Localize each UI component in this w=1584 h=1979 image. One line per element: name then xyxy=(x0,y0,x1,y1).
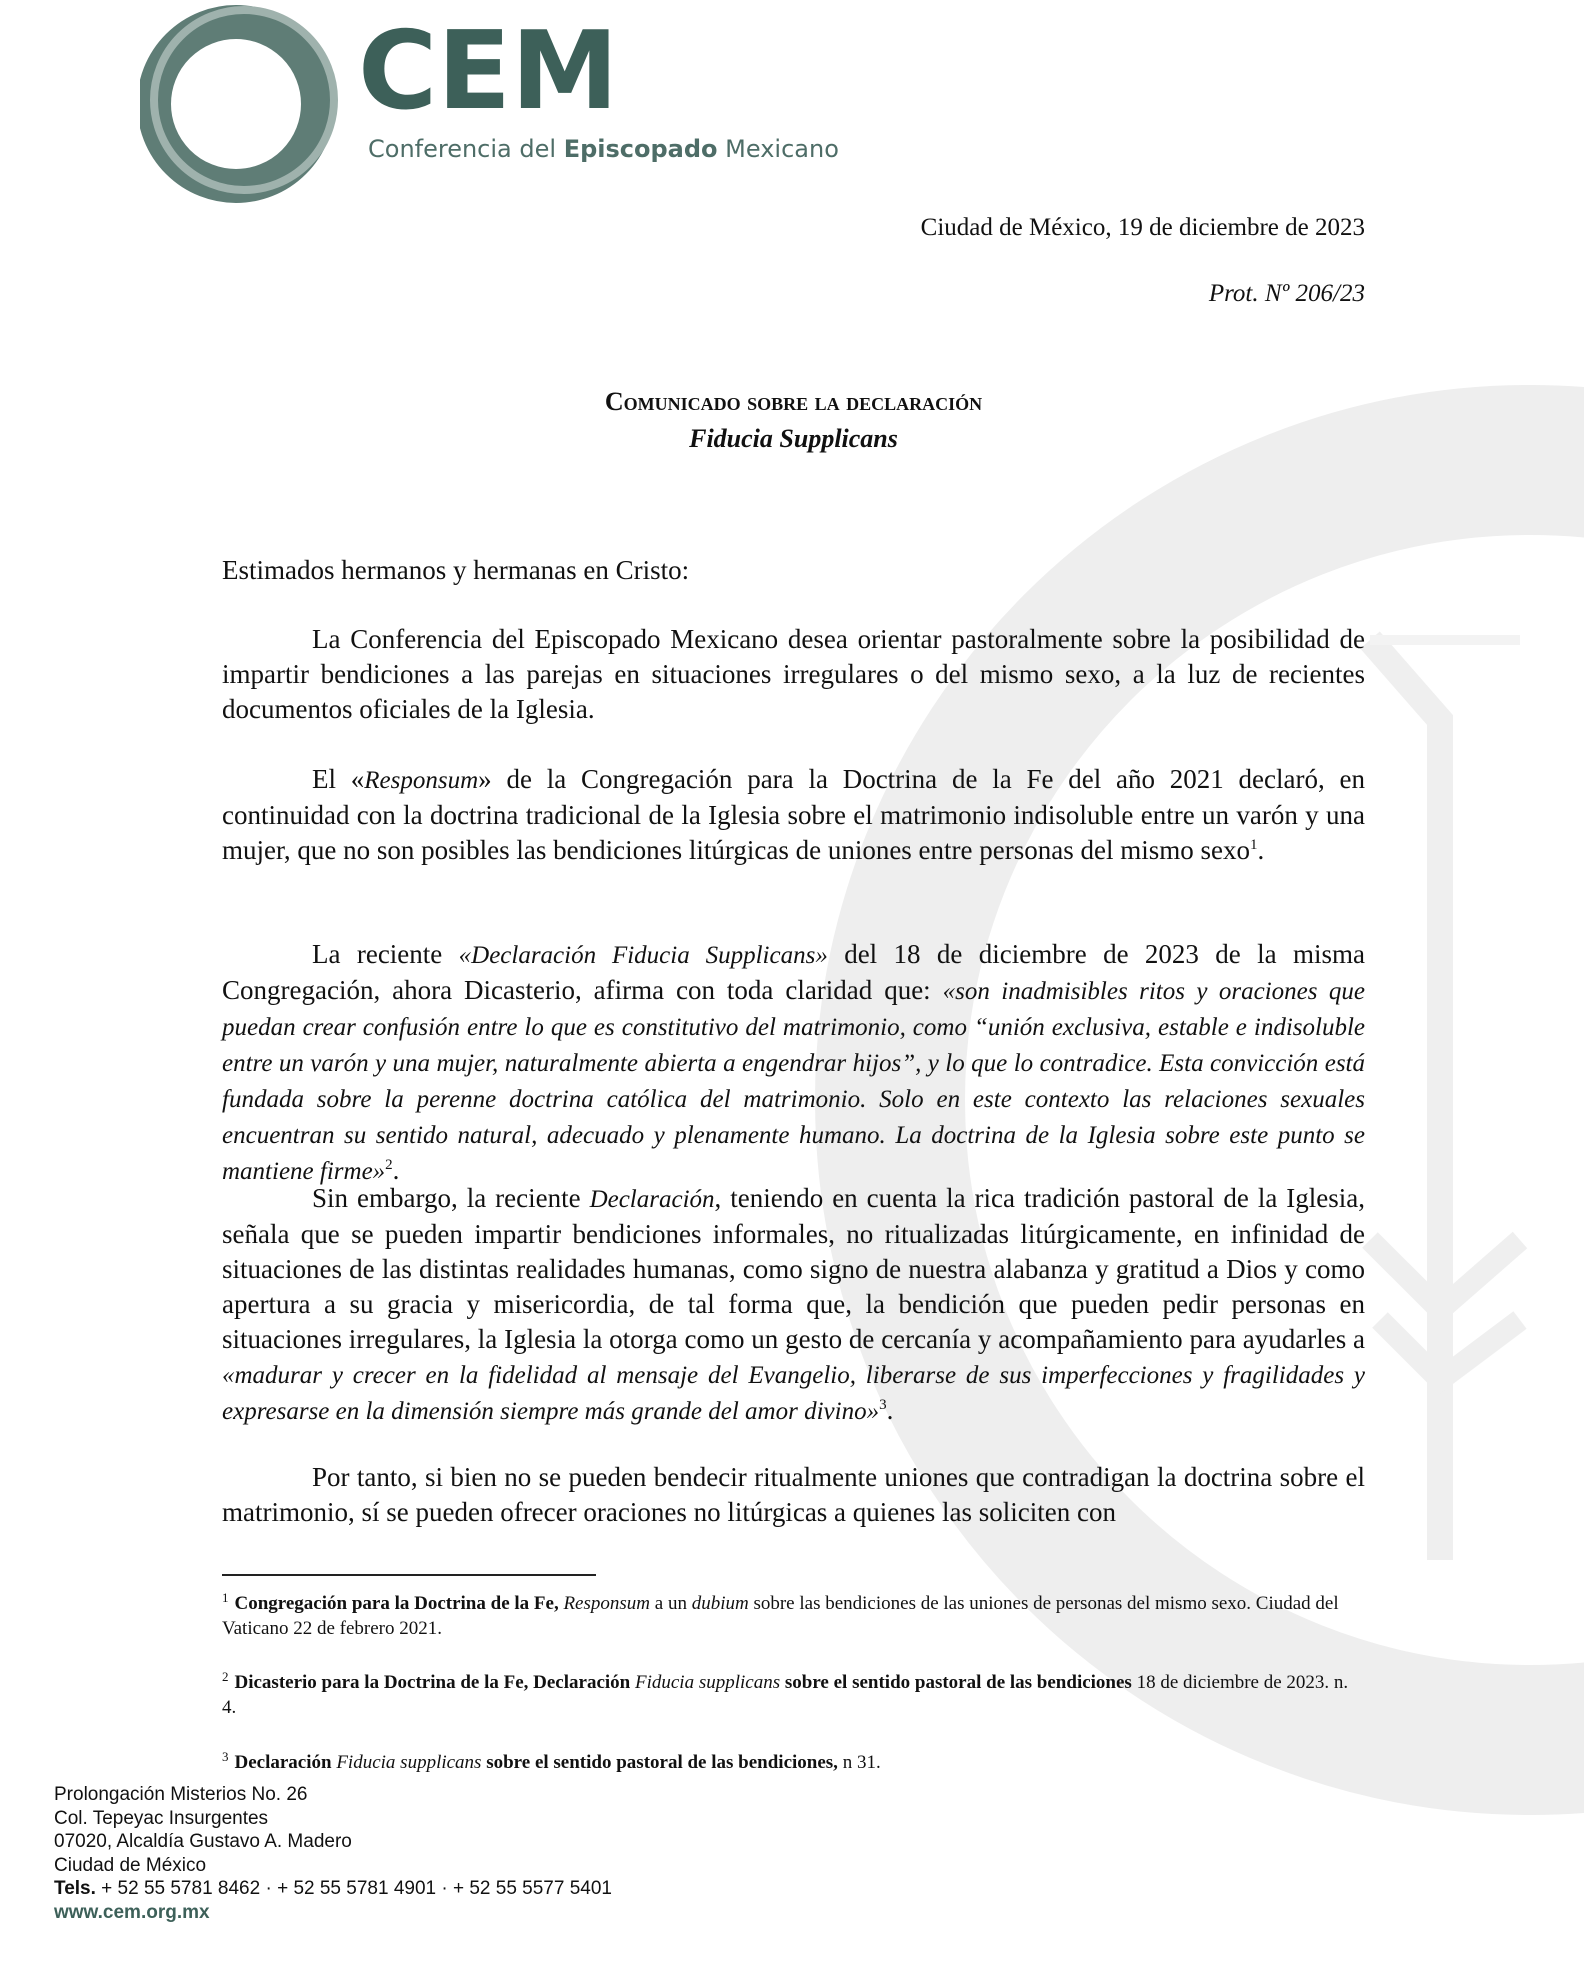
title-line-2: Fiducia Supplicans xyxy=(689,424,898,453)
paragraph-3: La reciente «Declaración Fiducia Supplicans» del 18 de diciembre de 2023 de la misma Congregación, ahora Dicasterio, afirma con toda claridad que: «son inadmisibles ritos y oraciones que puedan crear confusión entre lo que es constitutivo del matrimonio, como “unión exclusiva, estable e indisoluble entre un varón y una mujer, naturalmente abierta a engendrar hijos”, y lo que lo contradice. Esta convicción está fundada sobre la perenne doctrina católica del matrimonio. Solo en este contexto las relaciones sexuales encuentran su sentido natural, adecuado y plenamente humano. La doctrina de la Iglesia sobre este punto se mantiene firme»$^2$. xyxy=(222,939,1366,1185)
address-line: Ciudad de México xyxy=(54,1854,207,1876)
paragraph-4: Sin embargo, la reciente Declaración, teniendo en cuenta la rica tradición pastoral de la Iglesia, señala que se pueden impartir bendiciones informales, no ritualizadas litúrgicamente, en infinidad de situaciones de las distintas realidades humanas, como signo de nuestra alabanza y gratitud a Dios y como apertura a su gracia y misericordia, de tal forma que, la bendición que pueden pedir personas en situaciones irregulares, la Iglesia la otorga como un gesto de cercanía y acompañamiento para ayudarles a «madurar y crecer en la fidelidad al mensaje del Evangelio, liberarse de sus imperfecciones y fragilidades y expresarse en la dimensión siempre más grande del amor divino»$^3$. xyxy=(222,1183,1365,1425)
address-line: Prolongación Misterios No. 26 xyxy=(54,1784,308,1805)
cem-logo xyxy=(140,4,860,204)
address-line: Col. Tepeyac Insurgentes xyxy=(54,1807,269,1829)
cem-emblem-icon xyxy=(140,4,340,204)
address-line: 07020, Alcaldía Gustavo A. Madero xyxy=(54,1831,352,1852)
paragraph-5: Por tanto, si bien no se pueden bendecir ritualmente uniones que contradigan la doctrina sobre el matrimonio, sí se pueden ofrecer oraciones no litúrgicas a quienes las soliciten con xyxy=(222,1462,1365,1527)
footer-address xyxy=(54,1783,612,1924)
footnote-1: $^1$ Congregación para la Doctrina de la Fe, Responsum a un dubium sobre las bendiciones de las uniones de personas del mismo sexo. Ciudad del Vaticano 22 de febrero 2021. xyxy=(222,1589,1339,1639)
document-title xyxy=(222,383,1365,457)
website-link[interactable]: www.cem.org.mx xyxy=(54,1901,210,1923)
letter-date: Ciudad de México, 19 de diciembre de 2023 xyxy=(920,214,1365,241)
phone-numbers: Tels. + 52 55 5781 8462 · + 52 55 5781 4901 · + 52 55 5577 5401 xyxy=(54,1878,612,1899)
title-line-1: Comunicado sobre la declaración xyxy=(604,387,983,416)
brand-subtitle: Conferencia del Episcopado Mexicano xyxy=(368,135,839,163)
protocol-number: Prot. Nº 206/23 xyxy=(1208,280,1365,307)
footnote-3: $^3$ Declaración Fiducia supplicans sobre el sentido pastoral de las bendiciones, n 31. xyxy=(222,1748,881,1773)
salutation: Estimados hermanos y hermanas en Cristo: xyxy=(222,555,690,585)
paragraph-1: La Conferencia del Episcopado Mexicano desea orientar pastoralmente sobre la posibilidad de impartir bendiciones a las parejas en situaciones irregulares o del mismo sexo, a la luz de recientes documentos oficiales de la Iglesia. xyxy=(222,624,1365,724)
paragraph-2: El «Responsum» de la Congregación para la Doctrina de la Fe del año 2021 declaró, en continuidad con la doctrina tradicional de la Iglesia sobre el matrimonio indisoluble entre un varón y una mujer, que no son posibles las bendiciones litúrgicas de uniones entre personas del mismo sexo$^1$. xyxy=(222,764,1365,865)
brand-name: CEM xyxy=(358,9,619,134)
footnote-divider xyxy=(222,1574,596,1576)
footnote-2: $^2$ Dicasterio para la Doctrina de la Fe, Declaración Fiducia supplicans sobre el sentido pastoral de las bendiciones 18 de diciembre de 2023. n. 4. xyxy=(222,1668,1349,1718)
